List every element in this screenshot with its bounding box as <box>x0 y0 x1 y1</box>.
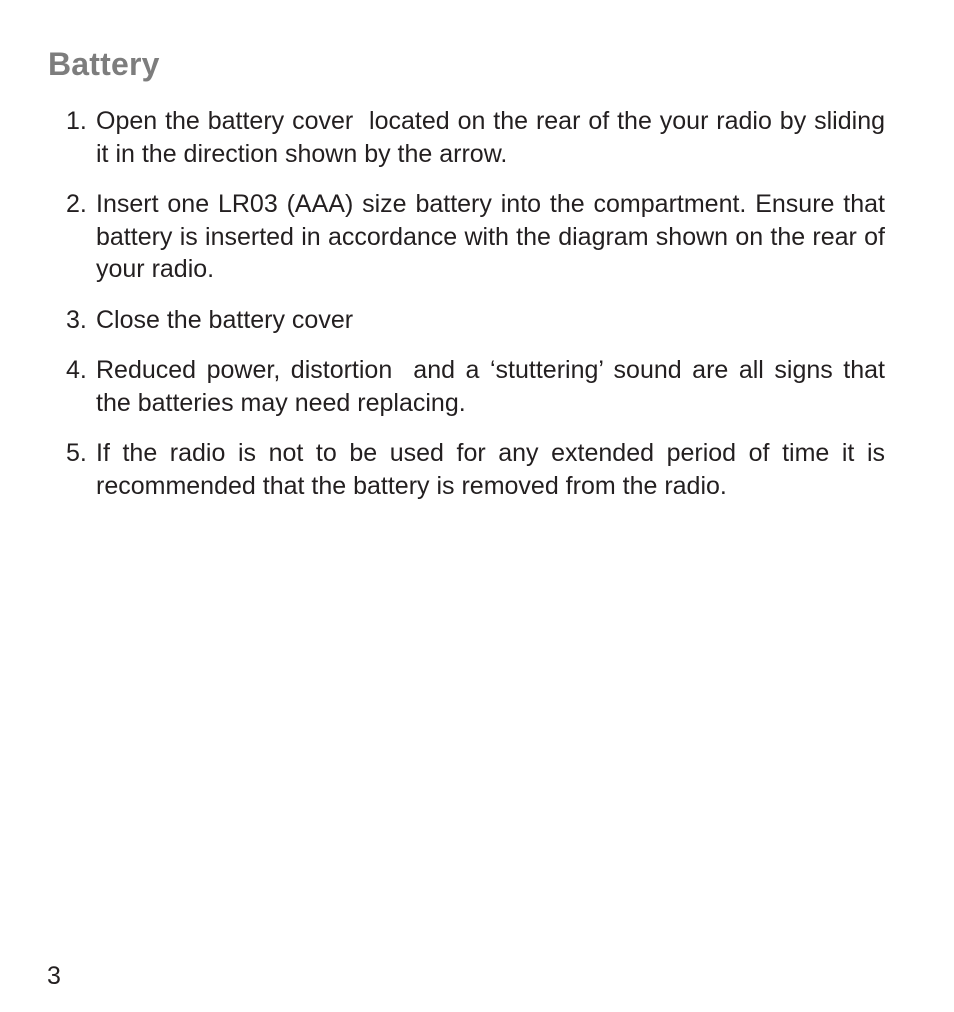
step-text: Insert one LR03 (AAA) size battery into the compartment. Ensure that battery is inserted in accordance with the diagram shown on the rear of your radio. <box>96 190 892 283</box>
list-item <box>66 354 892 419</box>
step-number: 2. <box>66 190 87 218</box>
list-item <box>66 105 892 170</box>
step-text: Close the battery cover <box>96 305 354 334</box>
step-text: If the radio is not to be used for any extended period of time it is recommended that the battery is removed from the radio. <box>96 439 892 500</box>
step-text: Open the battery cover located on the rear of the your radio by sliding it in the direction shown by the arrow. <box>96 107 892 168</box>
battery-steps-list <box>66 105 892 520</box>
list-item <box>66 188 892 286</box>
section-heading: Battery <box>48 46 160 82</box>
page-number: 3 <box>47 962 61 990</box>
step-number: 3. <box>66 305 87 334</box>
step-text: Reduced power, distortion and a ‘stuttering’ sound are all signs that the batteries may need replacing. <box>96 356 892 417</box>
step-number: 5. <box>66 439 87 467</box>
list-item <box>66 304 885 337</box>
step-number: 1. <box>66 107 87 135</box>
step-number: 4. <box>66 356 87 384</box>
list-item <box>66 437 892 502</box>
